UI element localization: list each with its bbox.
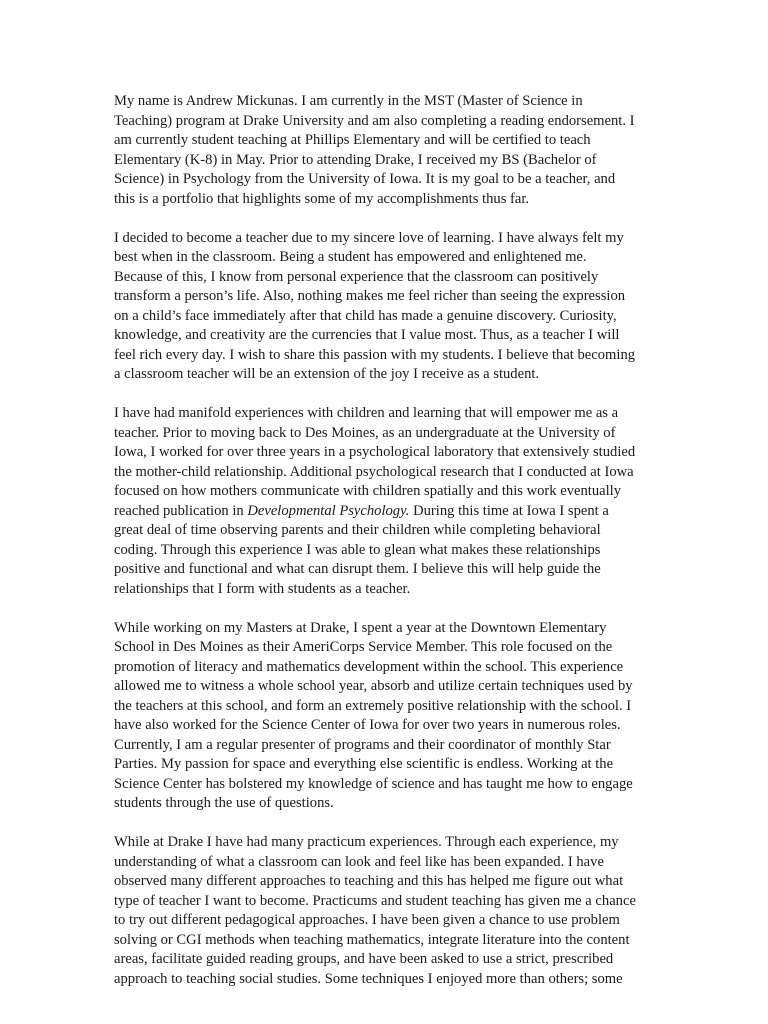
text-line: While working on my Masters at Drake, I spent a year at the Downtown Elementary (114, 619, 607, 636)
text-line: the mother-child relationship. Additional psychological research that I conducted at Iowa (114, 463, 634, 480)
paragraph-1 (114, 92, 654, 209)
journal-title: Developmental Psychology. (247, 502, 410, 519)
text-line: While at Drake I have had many practicum experiences. Through each experience, my (114, 834, 619, 850)
text-line: I decided to become a teacher due to my sincere love of learning. I have always felt my (114, 229, 624, 246)
text-line: understanding of what a classroom can look and feel like has been expanded. I have (114, 853, 604, 870)
text-line: I have had manifold experiences with children and learning that will empower me as a (114, 405, 619, 421)
text-line: solving or CGI methods when teaching mathematics, integrate literature into the content (114, 931, 630, 948)
text-line: relationships that I form with students as a teacher. (114, 580, 411, 597)
text-line: great deal of time observing parents and their children while completing behavioral (114, 522, 601, 538)
text-run: reached publication in (114, 502, 248, 519)
text-line: Because of this, I know from personal experience that the classroom can positively (114, 268, 599, 285)
text-line: Science Center has bolstered my knowledge of science and has taught me how to engage (114, 775, 633, 792)
text-line: Teaching) program at Drake University and am also completing a reading endorsement. I (114, 112, 635, 129)
paragraph-3 (114, 404, 654, 599)
text-run: During this time at Iowa I spent a (409, 502, 609, 519)
text-line: approach to teaching social studies. Some techniques I enjoyed more than others; some (114, 970, 623, 987)
paragraph-2 (114, 229, 654, 385)
text-line: coding. Through this experience I was able to glean what makes these relationships (114, 541, 601, 558)
text-line: focused on how mothers communicate with children spatially and this work eventually (114, 483, 622, 499)
text-line: knowledge, and creativity are the currencies that I value most. Thus, as a teacher I will (114, 327, 620, 343)
text-line: areas, facilitate guided reading groups, and have been asked to use a strict, prescribed (114, 951, 614, 967)
text-line (114, 502, 654, 522)
text-line: type of teacher I want to become. Practicums and student teaching has given me a chance (114, 892, 636, 909)
text-line: on a child’s face immediately after that child has made a genuine discovery. Curiosity, (114, 307, 617, 324)
text-line: Currently, I am a regular presenter of programs and their coordinator of monthly Star (114, 736, 611, 753)
text-line: this is a portfolio that highlights some of my accomplishments thus far. (114, 190, 530, 207)
text-line: Science) in Psychology from the University of Iowa. It is my goal to be a teacher, and (114, 171, 616, 187)
text-line: My name is Andrew Mickunas. I am currently in the MST (Master of Science in (114, 93, 583, 109)
text-line: best when in the classroom. Being a student has empowered and enlightened me. (114, 249, 587, 265)
text-line: have also worked for the Science Center of Iowa for over two years in numerous roles. (114, 717, 621, 733)
paragraph-5 (114, 833, 654, 989)
body-text (114, 92, 654, 1009)
text-line: students through the use of questions. (114, 795, 334, 811)
paragraph-4 (114, 619, 654, 814)
text-line: promotion of literacy and mathematics development within the school. This experience (114, 658, 624, 675)
text-line: positive and functional and what can disrupt them. I believe this will help guide the (114, 561, 601, 577)
text-line: observed many different approaches to teaching and this has helped me figure out what (114, 873, 624, 889)
text-line: School in Des Moines as their AmeriCorps Service Member. This role focused on the (114, 639, 613, 655)
text-line: am currently student teaching at Phillips Elementary and will be certified to teach (114, 132, 591, 148)
text-line: to try out different pedagogical approaches. I have been given a chance to use problem (114, 912, 620, 928)
text-line: Elementary (K-8) in May. Prior to attending Drake, I received my BS (Bachelor of (114, 151, 597, 168)
text-line: Iowa, I worked for over three years in a psychological laboratory that extensively studied (114, 444, 636, 460)
text-line: the teachers at this school, and form an extremely positive relationship with the school. I (114, 697, 632, 714)
text-line: allowed me to witness a whole school year, absorb and utilize certain techniques used by (114, 678, 633, 694)
text-line: a classroom teacher will be an extension of the joy I receive as a student. (114, 366, 540, 382)
text-line: feel rich every day. I wish to share this passion with my students. I believe that becoming (114, 346, 636, 363)
text-line: teacher. Prior to moving back to Des Moines, as an undergraduate at the University of (114, 424, 616, 441)
text-line: Parties. My passion for space and everything else scientific is endless. Working at the (114, 756, 614, 772)
text-line: transform a person’s life. Also, nothing makes me feel richer than seeing the expression (114, 288, 626, 304)
